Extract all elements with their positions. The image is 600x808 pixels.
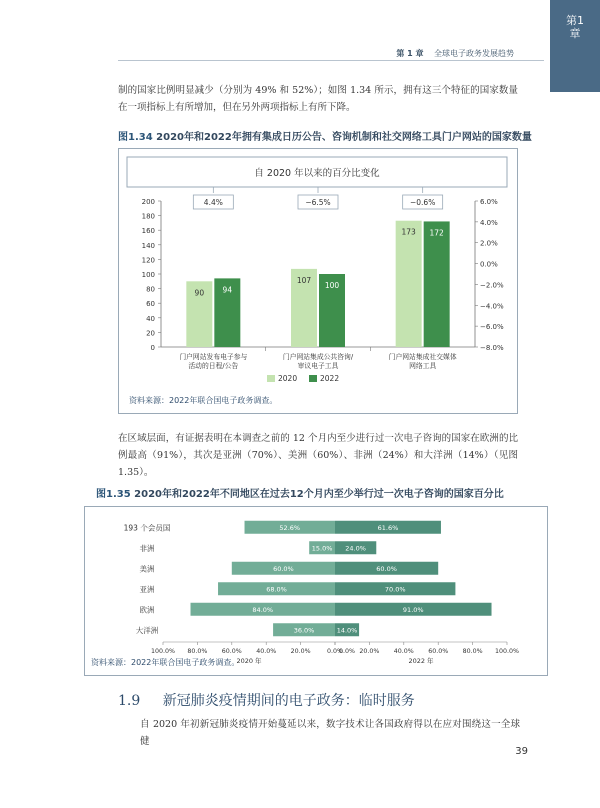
chapter-tab-line1: 第1 [566, 14, 584, 27]
running-header [118, 48, 544, 59]
section-heading [118, 690, 415, 710]
running-title: 全球电子政务发展趋势 [434, 49, 514, 58]
bar-label-2022: 14.0% [336, 626, 358, 635]
pct-change-label: −0.6% [409, 198, 436, 207]
x-tick-label: 100.0% [494, 648, 520, 655]
pct-change-label: 4.4% [203, 198, 223, 207]
region-label: 亚洲 [139, 584, 155, 594]
paragraph-1: 制的国家比例明显减少（分别为 49% 和 52%）；如图 1.34 所示，拥有这三个特征的国家数量在一项指标上有所增加，但在另外两项指标上有所下降。 [118, 85, 518, 113]
x-tick-label: 60.0% [428, 648, 449, 655]
y-tick-label: 40 [146, 314, 155, 323]
x-tick-label: 60.0% [221, 648, 242, 655]
pct-change-label: −6.5% [305, 198, 331, 207]
category-label: 审议电子工具 [297, 362, 339, 370]
figure-134-title [118, 128, 532, 143]
category-label: 门户网站集成公共咨询/ [282, 353, 354, 361]
bar-label-2020: 84.0% [252, 605, 274, 614]
running-chapter: 第 1 章 [396, 49, 424, 58]
region-label: 大洋洲 [135, 625, 159, 635]
bar-label-2020: 36.0% [293, 626, 315, 635]
chapter-tab [550, 0, 600, 92]
bar-label-2020: 52.6% [279, 523, 301, 532]
change-header-text: 自 2020 年以来的百分比变化 [254, 168, 380, 179]
bar-label-2022: 70.0% [384, 585, 406, 594]
figure-135-box [84, 506, 548, 676]
y2-tick-label: 4.0% [480, 218, 498, 227]
region-label: 193 个会员国 [123, 523, 171, 533]
axis-year-label-2022: 2022 年 [408, 657, 434, 665]
y2-tick-label: −8.0% [480, 344, 504, 352]
y2-tick-label: 2.0% [480, 239, 498, 248]
x-tick-label: 40.0% [256, 648, 277, 655]
y2-tick-label: −6.0% [480, 323, 504, 332]
section-number: 1.9 [118, 693, 141, 709]
figure-135-title-text: 2020年和2022年不同地区在过去12个月内至少举行过一次电子咨询的国家百分比 [134, 489, 504, 500]
bar-label-2022: 60.0% [376, 564, 397, 573]
paragraph-2: 在区域层面，有证据表明在本调查之前的 12 个月内至少进行过一次电子咨询的国家在欧洲的比例最高（91%），其次是亚洲（70%）、美洲（60%）、非洲（24%）和大洋洲（14%）（见图 1.35）。 [118, 433, 518, 478]
x-tick-label: 40.0% [393, 648, 414, 655]
figure-134-source: 资料来源：2022年联合国电子政务调查。 [129, 396, 278, 405]
y2-tick-label: 0.0% [480, 260, 498, 269]
x-tick-label: 80.0% [187, 648, 208, 655]
bar-label-2022: 24.0% [345, 544, 366, 553]
bar-2020 [396, 221, 422, 347]
y-tick-label: 180 [141, 212, 155, 221]
bar-value-label: 100 [324, 281, 340, 290]
bar-label-2020: 60.0% [273, 564, 294, 573]
bar-value-label: 90 [194, 288, 205, 298]
category-label: 门户网站集成社交媒体 [388, 353, 457, 361]
figure-135-label: 图1.35 [96, 489, 131, 500]
region-label: 欧洲 [139, 605, 155, 615]
legend-label: 2022 [320, 374, 340, 383]
header-rule [118, 60, 544, 61]
y-tick-label: 60 [146, 300, 155, 309]
region-label: 非洲 [139, 543, 155, 553]
paragraph-3: 自 2020 年初新冠肺炎疫情开始蔓延以来，数字技术让各国政府得以在应对围绕这一全球健 [140, 719, 520, 747]
bar-value-label: 173 [401, 227, 416, 237]
section-title: 新冠肺炎疫情期间的电子政务：临时服务 [162, 693, 415, 709]
y2-tick-label: −4.0% [480, 302, 504, 311]
figure-134-label: 图1.34 [118, 132, 153, 143]
bar-label-2022: 61.6% [377, 523, 399, 532]
region-label: 美洲 [139, 564, 155, 574]
legend-swatch-2022 [309, 375, 317, 382]
axis-year-label-2020: 2020 年 [236, 657, 262, 665]
bar-label-2020: 15.0% [311, 544, 333, 553]
bar-value-label: 94 [222, 285, 233, 295]
bar-value-label: 172 [429, 228, 444, 238]
figure-134-box [118, 148, 518, 414]
category-label: 活动的日程/公告 [188, 362, 239, 370]
y-tick-label: 0 [150, 344, 155, 352]
y-tick-label: 160 [141, 227, 155, 236]
y-tick-label: 20 [146, 329, 155, 338]
legend-swatch-2020 [267, 375, 275, 382]
y-tick-label: 100 [141, 271, 155, 279]
x-tick-label: 20.0% [359, 648, 380, 655]
x-tick-label: 0.0% [327, 648, 343, 655]
y2-tick-label: −2.0% [480, 281, 504, 290]
figure-135-title [96, 485, 504, 500]
x-tick-label: 0.0% [339, 648, 355, 655]
x-tick-label: 80.0% [462, 648, 483, 655]
page-number: 39 [515, 746, 528, 757]
figure-134-title-text: 2020年和2022年拥有集成日历公告、咨询机制和社交网络工具门户网站的国家数量 [156, 132, 532, 143]
y-tick-label: 80 [146, 285, 155, 294]
x-tick-label: 100.0% [150, 648, 176, 655]
category-label: 网络工具 [409, 362, 437, 370]
figure-135-chart [85, 507, 547, 675]
bar-label-2022: 91.0% [402, 605, 424, 614]
figure-134-chart [119, 149, 517, 413]
y-tick-label: 120 [141, 256, 155, 265]
x-tick-label: 20.0% [290, 648, 311, 655]
chapter-tab-line2: 章 [569, 27, 581, 40]
bar-value-label: 107 [296, 275, 312, 285]
bar-2022 [424, 221, 450, 347]
legend-label: 2020 [278, 374, 298, 383]
y-tick-label: 200 [141, 198, 155, 206]
figure-135-source: 资料来源：2022年联合国电子政务调查。 [91, 658, 240, 667]
y2-tick-label: 6.0% [480, 198, 498, 206]
bar-label-2020: 68.0% [266, 585, 287, 594]
category-label: 门户网站发布电子参与 [179, 353, 248, 361]
y-tick-label: 140 [141, 241, 155, 250]
